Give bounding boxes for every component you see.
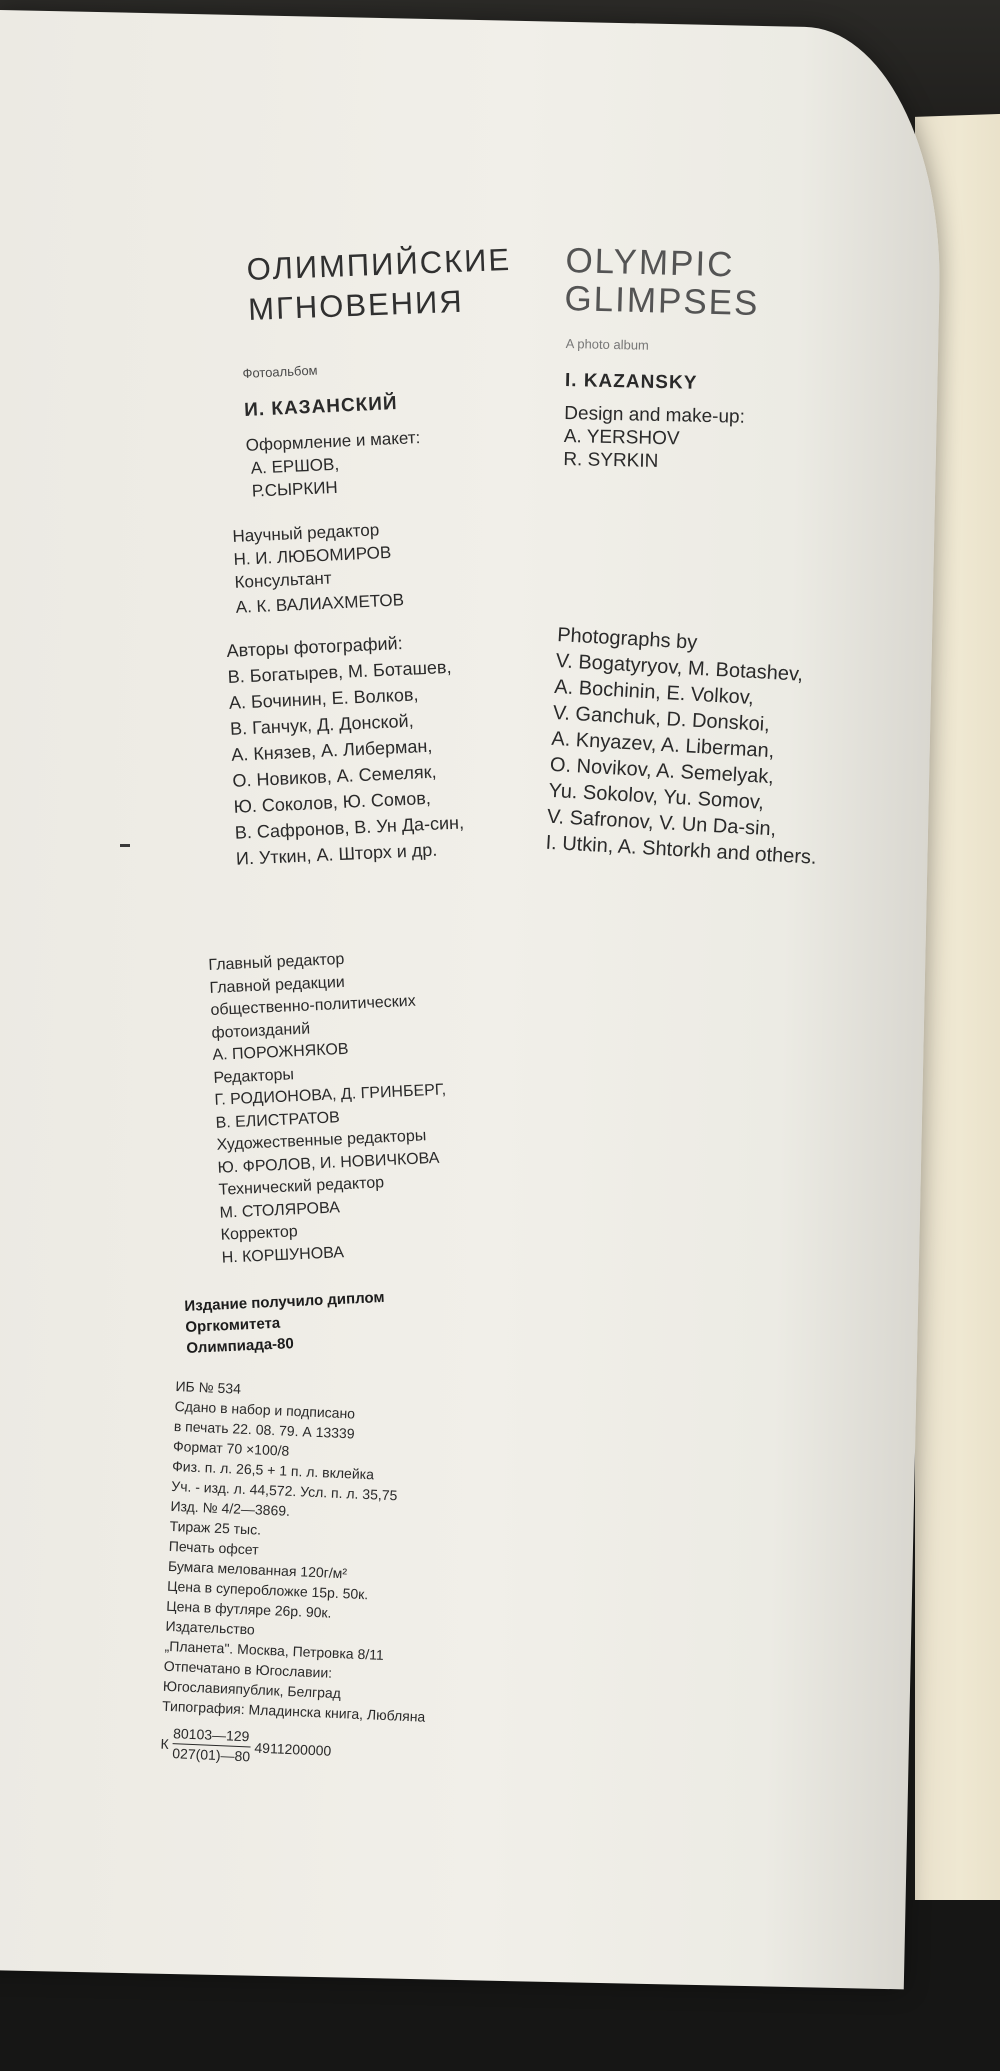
subtitle-ru: Фотоальбом xyxy=(242,362,318,381)
credit-line: Г. РОДИОНОВА, Д. ГРИНБЕРГ, xyxy=(214,1081,447,1109)
credit-line: Технический редактор xyxy=(218,1174,385,1199)
catalog-denominator: 027(01)—80 xyxy=(172,1745,251,1765)
imprint-line: Физ. п. л. 26,5 + 1 п. л. вклейка xyxy=(171,1457,375,1483)
photo-line-ru: А. Князев, А. Либерман, xyxy=(230,735,433,765)
credit-line: М. СТОЛЯРОВА xyxy=(219,1198,341,1222)
imprint-line: Цена в суперобложке 15р. 50к. xyxy=(166,1577,369,1603)
subtitle-en: A photo album xyxy=(565,335,650,353)
en-header-block xyxy=(563,332,746,475)
photo-line-ru: И. Уткин, А. Шторх и др. xyxy=(235,839,438,869)
ru-photographers xyxy=(226,628,466,872)
catalog-code xyxy=(160,1724,425,1774)
title-ru-line: ОЛИМПИЙСКИЕ xyxy=(246,241,512,287)
imprint-line: Печать офсет xyxy=(168,1537,259,1558)
diploma-line: Издание получило диплом xyxy=(184,1288,385,1315)
photo-line-en: A. Bochinin, E. Volkov, xyxy=(553,675,755,710)
en-photographers xyxy=(545,622,829,871)
credit-line: Редакторы xyxy=(213,1065,295,1087)
ru-header-block xyxy=(242,354,423,503)
design-name-ru: Р.СЫРКИН xyxy=(251,477,339,501)
credit-line: общественно-политических xyxy=(210,992,417,1019)
photo-line-en: V. Safronov, V. Un Da-sin, xyxy=(546,805,777,841)
margin-mark xyxy=(120,844,130,847)
photo-line-ru: А. Бочинин, Е. Волков, xyxy=(228,684,419,713)
credits-block xyxy=(208,944,454,1269)
credit-line: Главной редакции xyxy=(209,973,346,997)
imprint-line: Тираж 25 тыс. xyxy=(169,1517,262,1538)
photo-line-en: O. Novikov, A. Semelyak, xyxy=(549,753,775,789)
imprint-line: „Планета". Москва, Петровка 8/11 xyxy=(164,1637,385,1663)
ru-editors-block xyxy=(232,517,404,619)
photo-line-ru: В. Сафронов, В. Ун Да-син, xyxy=(234,812,465,843)
imprint-line: Формат 70 ×100/8 xyxy=(172,1437,290,1459)
credit-line: А. ПОРОЖНЯКОВ xyxy=(212,1040,349,1064)
design-name-en: R. SYRKIN xyxy=(563,448,659,472)
book-page xyxy=(0,10,945,1989)
catalog-prefix: К xyxy=(160,1735,170,1752)
title-en-line: OLYMPIC xyxy=(565,241,735,285)
design-name-en: A. YERSHOV xyxy=(563,425,680,450)
consultant-heading-ru: Консультант xyxy=(234,568,332,592)
credit-line: Корректор xyxy=(220,1223,299,1244)
diploma-block xyxy=(184,1287,387,1359)
photo-line-en: Yu. Sokolov, Yu. Somov, xyxy=(547,779,765,814)
editor-heading-ru: Научный редактор xyxy=(232,520,380,546)
photo-line-en: A. Knyazev, A. Liberman, xyxy=(550,727,775,763)
photo-line-en: V. Bogatyryov, M. Botashev, xyxy=(555,649,804,686)
author-en: I. KAZANSKY xyxy=(564,369,698,394)
imprint-line: ИБ № 534 xyxy=(175,1377,242,1397)
design-heading-en: Design and make-up: xyxy=(564,402,746,428)
imprint-block xyxy=(160,1376,439,1774)
photo-heading-en: Photographs by xyxy=(556,623,698,654)
title-ru xyxy=(246,240,513,330)
credit-line: Н. КОРШУНОВА xyxy=(221,1243,345,1267)
design-name-ru: А. ЕРШОВ, xyxy=(250,454,340,478)
imprint-line: Цена в футляре 26р. 90к. xyxy=(166,1597,332,1621)
imprint-line: в печать 22. 08. 79. А 13339 xyxy=(173,1417,355,1442)
photo-heading-ru: Авторы фотографий: xyxy=(226,633,404,661)
photo-line-ru: О. Новиков, А. Семеляк, xyxy=(232,761,437,791)
credit-line: Художественные редакторы xyxy=(216,1127,427,1154)
catalog-numerator: 80103—129 xyxy=(173,1724,252,1747)
imprint-line: Югославияпублик, Белград xyxy=(162,1677,342,1702)
imprint-line: Отпечатано в Югославии: xyxy=(163,1657,333,1681)
imprint-line: Издательство xyxy=(165,1617,256,1638)
imprint-line: Типография: Младинска книга, Любляна xyxy=(161,1697,426,1725)
title-en-line: GLIMPSES xyxy=(564,278,760,324)
credit-line: фотоизданий xyxy=(211,1019,311,1042)
design-heading-ru: Оформление и макет: xyxy=(245,428,421,455)
author-ru: И. КАЗАНСКИЙ xyxy=(243,392,399,421)
credit-line: Главный редактор xyxy=(208,950,345,974)
photo-line-ru: Ю. Соколов, Ю. Сомов, xyxy=(233,787,432,817)
title-en xyxy=(564,242,761,323)
consultant-name-ru: А. К. ВАЛИАХМЕТОВ xyxy=(235,590,405,617)
imprint-line: Изд. № 4/2—3869. xyxy=(170,1497,291,1519)
catalog-fraction xyxy=(172,1724,251,1766)
photo-line-ru: В. Ганчук, Д. Донской, xyxy=(229,710,415,739)
photo-line-en: V. Ganchuk, D. Donskoi, xyxy=(552,701,771,736)
editor-name-ru: Н. И. ЛЮБОМИРОВ xyxy=(233,542,392,569)
diploma-line: Оргкомитета xyxy=(185,1314,281,1336)
imprint-line: Сдано в набор и подписано xyxy=(174,1397,356,1422)
diploma-line: Олимпиада-80 xyxy=(185,1335,295,1357)
photo-line-ru: В. Богатырев, М. Боташев, xyxy=(227,656,452,687)
imprint-line: Уч. - изд. л. 44,572. Усл. п. л. 35,75 xyxy=(171,1477,398,1504)
catalog-number: 4911200000 xyxy=(254,1739,332,1759)
title-ru-line: МГНОВЕНИЯ xyxy=(247,283,465,327)
photo-line-en: I. Utkin, A. Shtorkh and others. xyxy=(545,831,818,869)
imprint-line: Бумага мелованная 120г/м² xyxy=(167,1557,348,1582)
credit-line: В. ЕЛИСТРАТОВ xyxy=(215,1108,341,1132)
credit-line: Ю. ФРОЛОВ, И. НОВИЧКОВА xyxy=(217,1149,440,1177)
